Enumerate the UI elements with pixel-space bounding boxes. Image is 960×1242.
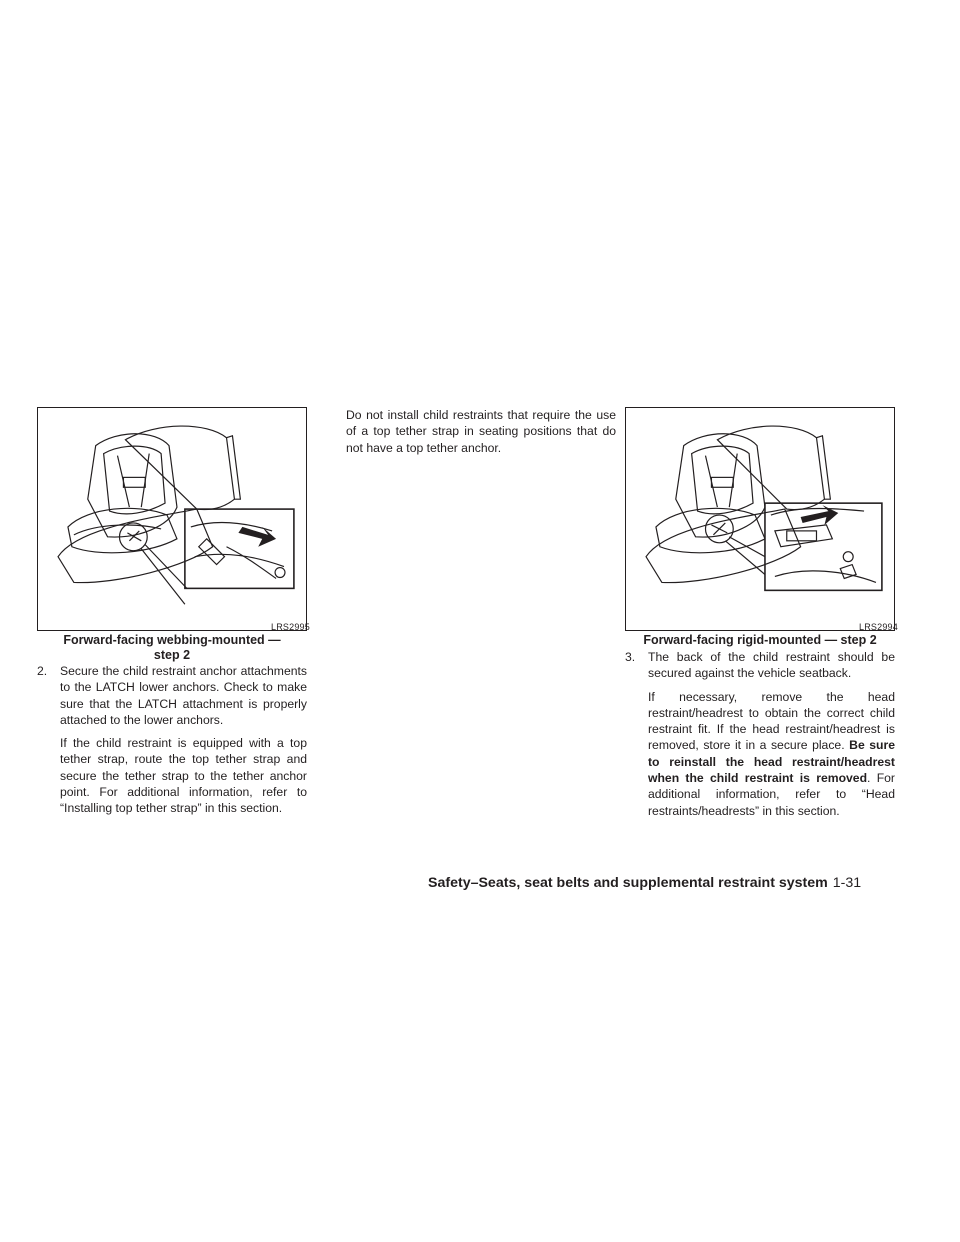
step-2-paragraph: If the child restraint is equipped with a top tether strap, route the top tether strap and secure the tether strap to the tether anchor point. For additional information, refer to “Installing top tether strap” in this section. (60, 736, 307, 816)
child-seat-illustration (38, 408, 306, 630)
figure-rigid-mounted (625, 407, 895, 631)
page-footer (428, 874, 908, 892)
child-seat-illustration (626, 408, 894, 630)
figure-code: LRS2995 (271, 622, 310, 632)
reinstall-warning: Be sure to reinstall the head restraint/headrest when the child restraint is removed (648, 738, 896, 786)
page-number: 1-31 (832, 875, 862, 891)
section-title: Safety–Seats, seat belts and supplemental restraint system (428, 875, 828, 891)
step-3: 3. The back of the child restraint should be secured against the vehicle seatback. (625, 650, 895, 681)
figure-webbing-mounted (37, 407, 307, 631)
column-middle-text (346, 407, 616, 456)
figure-code: LRS2994 (859, 622, 898, 632)
tether-warning-paragraph: Do not install child restraints that require the use of a top tether strap in seating positions that do not have a top tether anchor. (346, 408, 616, 455)
figure-caption: Forward-facing webbing-mounted — step 2 (63, 633, 281, 662)
column-left-text (37, 663, 307, 817)
figure-caption: Forward-facing rigid-mounted — step 2 (643, 633, 877, 647)
step-3-paragraph: If necessary, remove the head restraint/headrest to obtain the correct child restraint fit. If the head restraint/headrest is removed, store it in a secure place. Be sure to reinstall the head restraint/headrest when the child restraint is removed. For additional information, refer to “Head restraints/headrests” in this section. (648, 689, 896, 818)
column-right-text (625, 649, 895, 819)
step-2: 2. Secure the child restraint anchor attachments to the LATCH lower anchors. Check to make sure that the LATCH attachment is properly attached to the lower anchors. (37, 664, 307, 727)
